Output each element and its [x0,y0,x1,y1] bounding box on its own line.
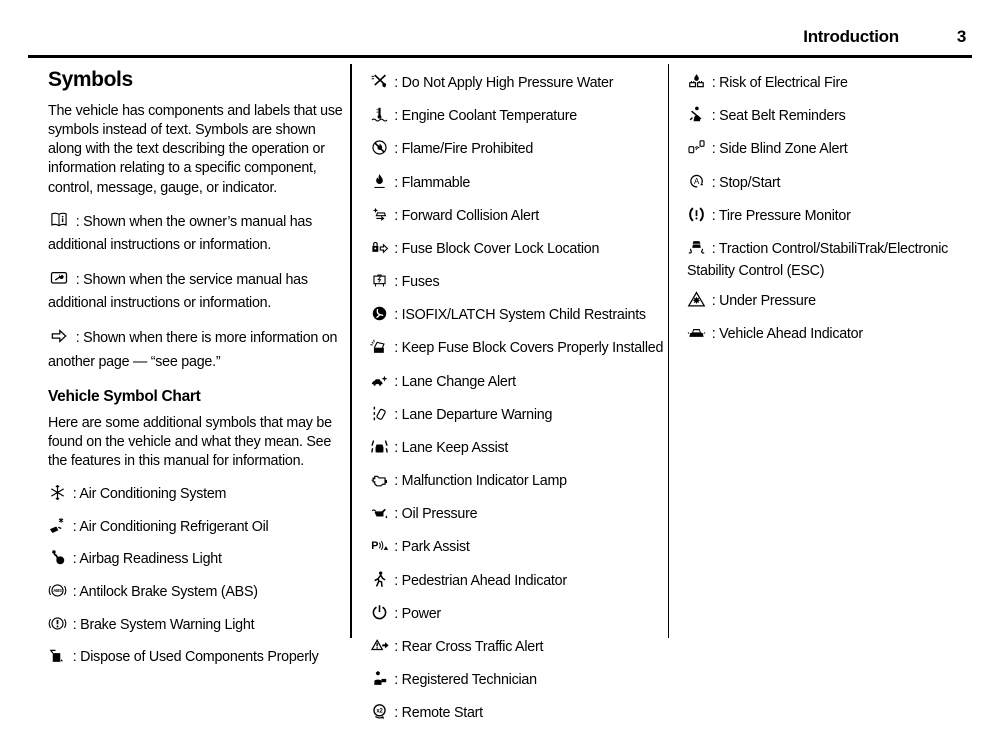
symbol-item [48,548,350,573]
symbol-item [370,503,668,528]
oil-pressure-icon [370,503,389,528]
dispose-properly-icon [48,646,67,671]
manual-notes [48,210,350,372]
chart-intro-paragraph: Here are some additional symbols that may be found on the vehicle and what they mean. See the features in this manual for information. [48,414,332,470]
symbol-label: : Power [390,605,441,622]
engine-coolant-temp-icon [370,105,389,130]
symbol-label: : Oil Pressure [390,506,478,523]
columns [48,64,969,735]
tire-pressure-icon [687,205,706,230]
symbol-label: : Malfunction Indicator Lamp [390,473,567,490]
symbol-label: : Traction Control/StabiliTrak/Electronic Stability Control (ESC) [687,240,949,280]
symbol-label: : Brake System Warning Light [69,616,255,633]
symbol-item [370,371,668,396]
symbol-label: : Pedestrian Ahead Indicator [390,572,567,589]
symbol-label: : Antilock Brake System (ABS) [69,583,258,600]
symbol-item [370,437,668,462]
symbol-label: : Tire Pressure Monitor [708,207,851,224]
symbol-item [687,72,969,97]
symbol-label: : Flammable [390,174,471,191]
symbol-item [370,636,668,661]
symbol-item [687,205,969,230]
symbol-label: : Dispose of Used Components Properly [69,649,319,666]
lane-departure-warning-icon [370,404,389,429]
symbol-label: : Lane Keep Assist [390,439,509,456]
symbol-list-left [48,483,350,670]
svg-text:P: P [370,540,378,553]
symbol-label: : Air Conditioning System [69,486,227,503]
symbol-label: : Fuse Block Cover Lock Location [390,240,600,257]
symbol-label: : Shown when the service manual has additional instructions or information. [48,272,308,312]
symbol-item [48,483,350,508]
rear-cross-traffic-icon [370,636,389,661]
abs-icon [48,581,67,606]
symbol-item [48,210,350,255]
lane-change-alert-icon [370,371,389,396]
page-number: 3 [956,27,966,46]
no-high-pressure-water-icon [370,72,389,97]
symbol-item [48,516,350,541]
park-assist-icon [370,536,389,561]
airbag-readiness-icon [48,548,67,573]
flame-prohibited-icon [370,138,389,163]
side-blind-zone-icon [687,138,706,163]
symbol-item [370,72,668,97]
symbol-label: : Airbag Readiness Light [69,551,222,568]
symbol-label: : Side Blind Zone Alert [708,141,848,158]
right-column [687,64,969,735]
keep-fuse-covers-icon [370,337,389,362]
seat-belt-reminder-icon [687,105,706,130]
remote-start-icon [370,702,389,727]
symbol-item [687,105,969,130]
symbol-label: : ISOFIX/LATCH System Child Restraints [390,307,646,324]
symbol-item [370,603,668,628]
power-icon [370,603,389,628]
symbol-item [48,326,350,371]
symbol-label: : Keep Fuse Block Covers Properly Installed [390,340,664,357]
subsection-title: Vehicle Symbol Chart [48,387,201,405]
symbol-item [48,268,350,313]
symbol-label: : Stop/Start [708,174,781,191]
fuse-block-lock-icon [370,238,389,263]
registered-technician-icon [370,669,389,694]
symbol-item [48,646,350,671]
ac-refrigerant-oil-icon [48,516,67,541]
symbol-label: : Under Pressure [708,292,816,309]
symbol-label: : Seat Belt Reminders [708,108,846,125]
symbol-item [370,702,668,727]
symbol-item [370,304,668,329]
symbol-label: : Rear Cross Traffic Alert [390,638,544,655]
symbol-item [370,105,668,130]
page-arrow-icon [48,326,70,352]
section-title: Symbols [48,68,133,91]
symbol-label: : Lane Departure Warning [390,406,553,423]
symbol-item [370,536,668,561]
vehicle-ahead-icon [687,323,706,348]
symbol-item [48,581,350,606]
symbol-label: : Shown when there is more information on another page — “see page.” [48,330,338,370]
symbol-item [370,404,668,429]
symbol-item [370,138,668,163]
service-manual-icon [48,268,70,294]
symbol-item [370,570,668,595]
fuses-icon [370,271,389,296]
page-header [803,27,966,47]
symbol-label: : Vehicle Ahead Indicator [708,325,863,342]
symbol-item [370,205,668,230]
header-rule [28,55,972,58]
isofix-latch-icon [370,304,389,329]
malfunction-indicator-icon [370,470,389,495]
symbol-label: : Risk of Electrical Fire [708,75,848,91]
intro-paragraph: The vehicle has components and labels that use symbols instead of text. Symbols are shown along with the text describing the operation or information relating to a specific component, control, message, gauge, or indicator. [48,103,343,196]
symbol-item [370,669,668,694]
under-pressure-icon [687,290,706,315]
symbol-item [687,138,969,163]
left-column [48,64,350,735]
symbol-item [370,172,668,197]
traction-control-icon [687,238,706,263]
symbol-item [370,271,668,296]
symbol-list-right [687,64,969,347]
chapter-title: Introduction [803,27,899,46]
stop-start-icon [687,172,706,197]
pedestrian-ahead-icon [370,570,389,595]
symbol-item [370,470,668,495]
symbol-label: : Remote Start [390,705,483,722]
symbol-item [687,238,969,281]
symbol-label: : Engine Coolant Temperature [390,108,577,125]
air-conditioning-icon [48,483,67,508]
symbol-item [687,323,969,348]
lane-keep-assist-icon [370,437,389,462]
svg-text:A: A [693,176,700,186]
symbol-label: : Shown when the owner’s manual has additional instructions or information. [48,213,313,253]
symbol-item [687,172,969,197]
svg-text:ABS: ABS [53,588,62,594]
symbol-label: : Lane Change Alert [390,373,516,390]
symbol-label: : Flame/Fire Prohibited [390,141,534,158]
middle-column [370,64,668,735]
svg-text:x2: x2 [375,708,383,715]
symbol-item [687,290,969,315]
symbol-item [370,238,668,263]
symbol-label: : Air Conditioning Refrigerant Oil [69,518,269,535]
symbol-item [48,614,350,639]
electrical-fire-icon [687,72,706,97]
forward-collision-alert-icon [370,205,389,230]
brake-warning-icon [48,614,67,639]
symbol-item [370,337,668,362]
symbol-label: : Do Not Apply High Pressure Water [390,75,614,91]
flammable-icon [370,172,389,197]
symbol-label: : Fuses [390,274,440,291]
symbol-label: : Forward Collision Alert [390,207,539,224]
owner-manual-book-icon [48,210,70,236]
symbol-list-middle [370,64,668,727]
symbol-label: : Park Assist [390,539,470,556]
symbol-label: : Registered Technician [390,672,537,689]
